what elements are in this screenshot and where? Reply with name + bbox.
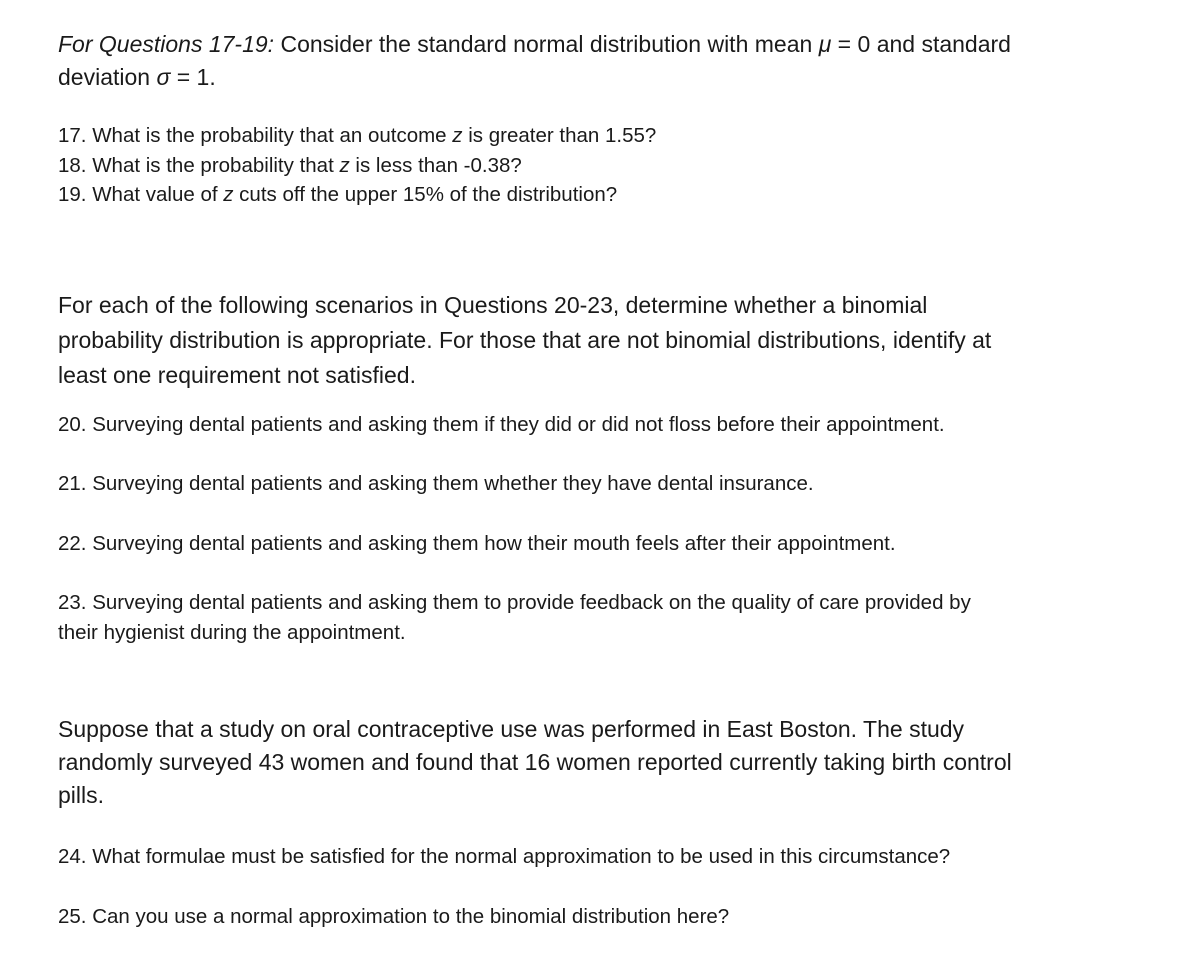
z-variable: z [452, 124, 463, 147]
question-22: 22. Surveying dental patients and asking them how their mouth feels after their appointment. [58, 531, 896, 555]
section3-lead [58, 713, 1138, 812]
questions-17-19 [58, 121, 1138, 210]
question-17-text: 17. What is the probability that an outcome [58, 124, 453, 147]
question-18-text-end: is less than -0.38? [349, 153, 522, 177]
section3-lead-line-2: randomly surveyed 43 women and found that 16 women reported currently taking birth control [58, 749, 1012, 775]
z-variable: z [339, 153, 350, 177]
intro-text-2: deviation [58, 64, 157, 90]
question-18-text: 18. What is the probability that [58, 153, 340, 177]
question-23-line-1: 23. Surveying dental patients and asking them to provide feedback on the quality of care provided by [58, 591, 971, 614]
section2-lead [58, 288, 1138, 393]
question-23 [58, 588, 1138, 647]
question-20: 20. Surveying dental patients and asking them if they did or did not floss before their appointment. [58, 412, 945, 436]
intro-text: Consider the standard normal distribution with mean [274, 31, 819, 57]
document-page [58, 28, 1138, 931]
intro-label: For Questions 17-19: [58, 31, 275, 57]
section1-intro [58, 28, 1138, 94]
question-23-line-2: their hygienist during the appointment. [58, 620, 406, 644]
section3-lead-line-1: Suppose that a study on oral contraceptive use was performed in East Boston. The study [58, 716, 965, 742]
question-17-text-end: is greater than 1.55? [462, 124, 657, 147]
section3-lead-line-3: pills. [58, 782, 105, 808]
question-19 [58, 180, 1138, 210]
question-19-text-end: cuts off the upper 15% of the distribution? [233, 183, 618, 206]
section2-lead-line-3: least one requirement not satisfied. [58, 361, 416, 388]
mean-value: = 0 and standard [831, 31, 1011, 57]
sd-value: = 1. [170, 64, 216, 90]
mu-symbol: μ [818, 31, 832, 57]
question-24: 24. What formulae must be satisfied for the normal approximation to be used in this circumstance? [58, 845, 951, 868]
question-18 [58, 151, 1138, 181]
question-25: 25. Can you use a normal approximation to the binomial distribution here? [58, 904, 730, 928]
section2-lead-line-1: For each of the following scenarios in Questions 20-23, determine whether a binomial [58, 291, 928, 318]
z-variable: z [223, 183, 234, 206]
section2-lead-line-2: probability distribution is appropriate. For those that are not binomial distributions, identify at [58, 326, 992, 353]
sigma-symbol: σ [156, 64, 171, 90]
question-19-text: 19. What value of [58, 183, 224, 206]
question-17 [58, 121, 1138, 151]
question-21: 21. Surveying dental patients and asking them whether they have dental insurance. [58, 472, 814, 495]
